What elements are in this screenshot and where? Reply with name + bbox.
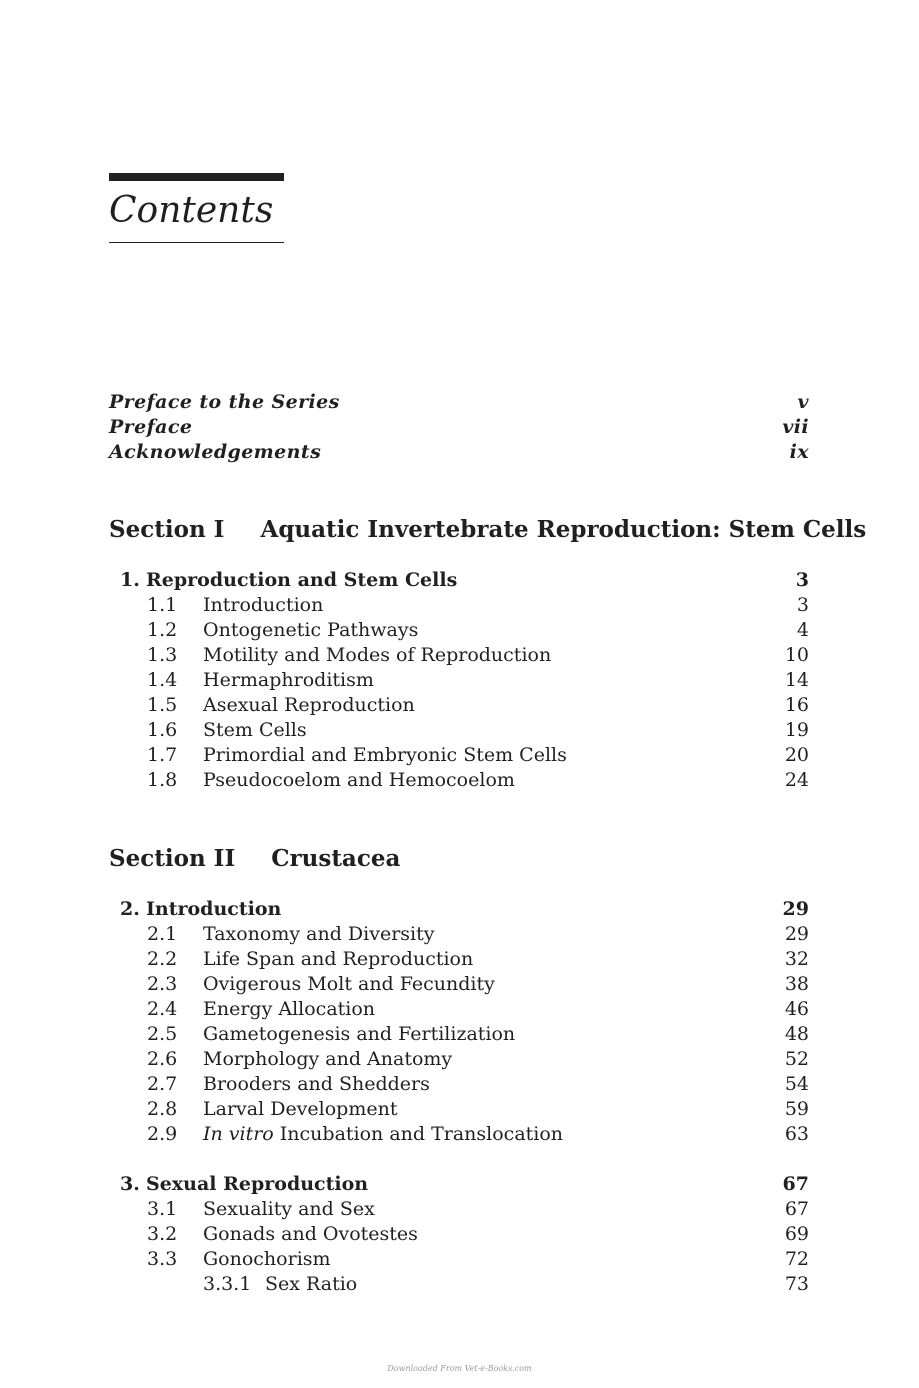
entry-label: Preface to the Series — [109, 391, 340, 413]
subsection-number: 2.7 — [147, 1073, 178, 1095]
chapter-2 — [109, 897, 809, 1147]
subsection-title: Gonads and Ovotestes — [203, 1223, 418, 1245]
toc-subsection[interactable] — [109, 693, 809, 718]
title-rule — [109, 242, 284, 243]
subsection-title: Energy Allocation — [203, 998, 376, 1020]
subsection-page: 54 — [784, 1073, 809, 1095]
entry-label: Acknowledgements — [109, 441, 322, 463]
subsection-page: 48 — [784, 1023, 809, 1045]
toc-subsection[interactable] — [109, 922, 809, 947]
chapter-number: 3. — [120, 1173, 140, 1195]
subsection-title: Asexual Reproduction — [203, 694, 415, 716]
subsection-title-italic: In vitro — [203, 1123, 274, 1145]
subsection-page: 29 — [784, 923, 809, 945]
subsection-page: 32 — [784, 948, 809, 970]
toc-subsection[interactable] — [109, 1072, 809, 1097]
section-title: Crustacea — [271, 845, 401, 872]
toc-subsection[interactable] — [109, 1022, 809, 1047]
subsection-number: 1.4 — [147, 669, 178, 691]
toc-subsection[interactable] — [109, 768, 809, 793]
subsection-number: 1.2 — [147, 619, 178, 641]
subsection-number: 2.3 — [147, 973, 178, 995]
chapter-title: Reproduction and Stem Cells — [146, 569, 458, 591]
subsection-page: 4 — [796, 619, 809, 641]
subsection-title: Hermaphroditism — [203, 669, 374, 691]
toc-subsection[interactable] — [109, 618, 809, 643]
subsection-page: 38 — [784, 973, 809, 995]
subsection-title: Taxonomy and Diversity — [203, 923, 435, 945]
toc-subsection[interactable] — [109, 643, 809, 668]
toc-subsection[interactable] — [109, 593, 809, 618]
subsection-title — [203, 1122, 563, 1147]
subsection-title: Morphology and Anatomy — [203, 1048, 453, 1070]
entry-page: vii — [782, 416, 809, 438]
toc-subsection[interactable] — [109, 1247, 809, 1272]
toc-subsection[interactable] — [109, 743, 809, 768]
subsection-number: 2.1 — [147, 923, 178, 945]
chapter-number: 1. — [120, 569, 140, 591]
toc-entry-preface-series[interactable] — [109, 390, 809, 415]
subsection-page: 72 — [784, 1248, 809, 1270]
subsection-page: 69 — [784, 1223, 809, 1245]
subsection-number: 1.8 — [147, 769, 178, 791]
subsection-title: Ovigerous Molt and Fecundity — [203, 973, 495, 995]
toc-subsection[interactable] — [109, 947, 809, 972]
section-number: Section I — [109, 516, 225, 543]
toc-subsection[interactable] — [109, 1197, 809, 1222]
section-number: Section II — [109, 845, 236, 872]
chapter-title: Introduction — [146, 898, 282, 920]
subsection-title: Life Span and Reproduction — [203, 948, 474, 970]
subsection-number: 3.1 — [147, 1198, 178, 1220]
chapter-title: Sexual Reproduction — [146, 1173, 369, 1195]
subsection-number: 2.5 — [147, 1023, 178, 1045]
subsection-page: 14 — [784, 669, 809, 691]
subsection-page: 19 — [784, 719, 809, 741]
subsection-number: 1.7 — [147, 744, 178, 766]
subsection-title: Stem Cells — [203, 719, 307, 741]
download-watermark: Downloaded From Vet-e-Books.com — [387, 1364, 532, 1373]
toc-subsubsection[interactable] — [109, 1272, 809, 1297]
subsection-page: 20 — [784, 744, 809, 766]
subsection-number: 1.1 — [147, 594, 178, 616]
subsection-title: Larval Development — [203, 1098, 398, 1120]
subsection-title-rest: Incubation and Translocation — [273, 1123, 564, 1145]
section-heading — [109, 844, 400, 874]
section-heading — [109, 515, 866, 545]
entry-label: Preface — [109, 416, 193, 438]
entry-page: ix — [789, 441, 809, 463]
subsection-title: Ontogenetic Pathways — [203, 619, 419, 641]
toc-subsection[interactable] — [109, 1222, 809, 1247]
chapter-page: 29 — [782, 898, 809, 920]
toc-subsection[interactable] — [109, 1047, 809, 1072]
subsection-page: 63 — [784, 1123, 809, 1145]
subsection-page: 24 — [784, 769, 809, 791]
chapter-3 — [109, 1172, 809, 1297]
toc-subsection[interactable] — [109, 718, 809, 743]
toc-subsection[interactable] — [109, 1122, 809, 1147]
subsection-number: 2.6 — [147, 1048, 178, 1070]
chapter-page: 67 — [782, 1173, 809, 1195]
chapter-number: 2. — [120, 898, 140, 920]
subsection-number: 1.3 — [147, 644, 178, 666]
subsection-page: 59 — [784, 1098, 809, 1120]
subsection-title: Gametogenesis and Fertilization — [203, 1023, 516, 1045]
subsection-title: Introduction — [203, 594, 324, 616]
subsubsection-number: 3.3.1 — [203, 1273, 252, 1295]
page-title: Contents — [109, 190, 274, 231]
subsection-page: 10 — [784, 644, 809, 666]
title-bar — [109, 173, 284, 181]
chapter-page: 3 — [795, 569, 809, 591]
subsection-page: 16 — [784, 694, 809, 716]
toc-subsection[interactable] — [109, 997, 809, 1022]
front-matter — [109, 390, 809, 465]
subsection-number: 1.6 — [147, 719, 178, 741]
subsection-number: 2.2 — [147, 948, 178, 970]
subsubsection-page: 73 — [784, 1273, 809, 1295]
toc-chapter[interactable] — [109, 897, 809, 922]
subsection-number: 2.9 — [147, 1123, 178, 1145]
entry-page: v — [797, 391, 809, 413]
toc-entry-acknowledgements[interactable] — [109, 440, 809, 465]
toc-chapter[interactable] — [109, 568, 809, 593]
subsection-title: Motility and Modes of Reproduction — [203, 644, 552, 666]
toc-subsection[interactable] — [109, 1097, 809, 1122]
subsection-page: 46 — [784, 998, 809, 1020]
subsection-number: 1.5 — [147, 694, 178, 716]
subsubsection-title: Sex Ratio — [265, 1273, 358, 1295]
subsection-number: 2.4 — [147, 998, 178, 1020]
subsection-page: 3 — [796, 594, 809, 616]
subsection-number: 2.8 — [147, 1098, 178, 1120]
subsection-page: 67 — [784, 1198, 809, 1220]
subsection-number: 3.3 — [147, 1248, 178, 1270]
toc-subsection[interactable] — [109, 668, 809, 693]
subsection-number: 3.2 — [147, 1223, 178, 1245]
section-title: Aquatic Invertebrate Reproduction: Stem Cells — [260, 516, 867, 543]
toc-subsection[interactable] — [109, 972, 809, 997]
subsection-title: Pseudocoelom and Hemocoelom — [203, 769, 515, 791]
subsection-title: Primordial and Embryonic Stem Cells — [203, 744, 567, 766]
subsection-title: Gonochorism — [203, 1248, 331, 1270]
toc-chapter[interactable] — [109, 1172, 809, 1197]
subsection-title: Brooders and Shedders — [203, 1073, 430, 1095]
subsection-title: Sexuality and Sex — [203, 1198, 375, 1220]
subsection-page: 52 — [784, 1048, 809, 1070]
chapter-1 — [109, 568, 809, 793]
toc-entry-preface[interactable] — [109, 415, 809, 440]
